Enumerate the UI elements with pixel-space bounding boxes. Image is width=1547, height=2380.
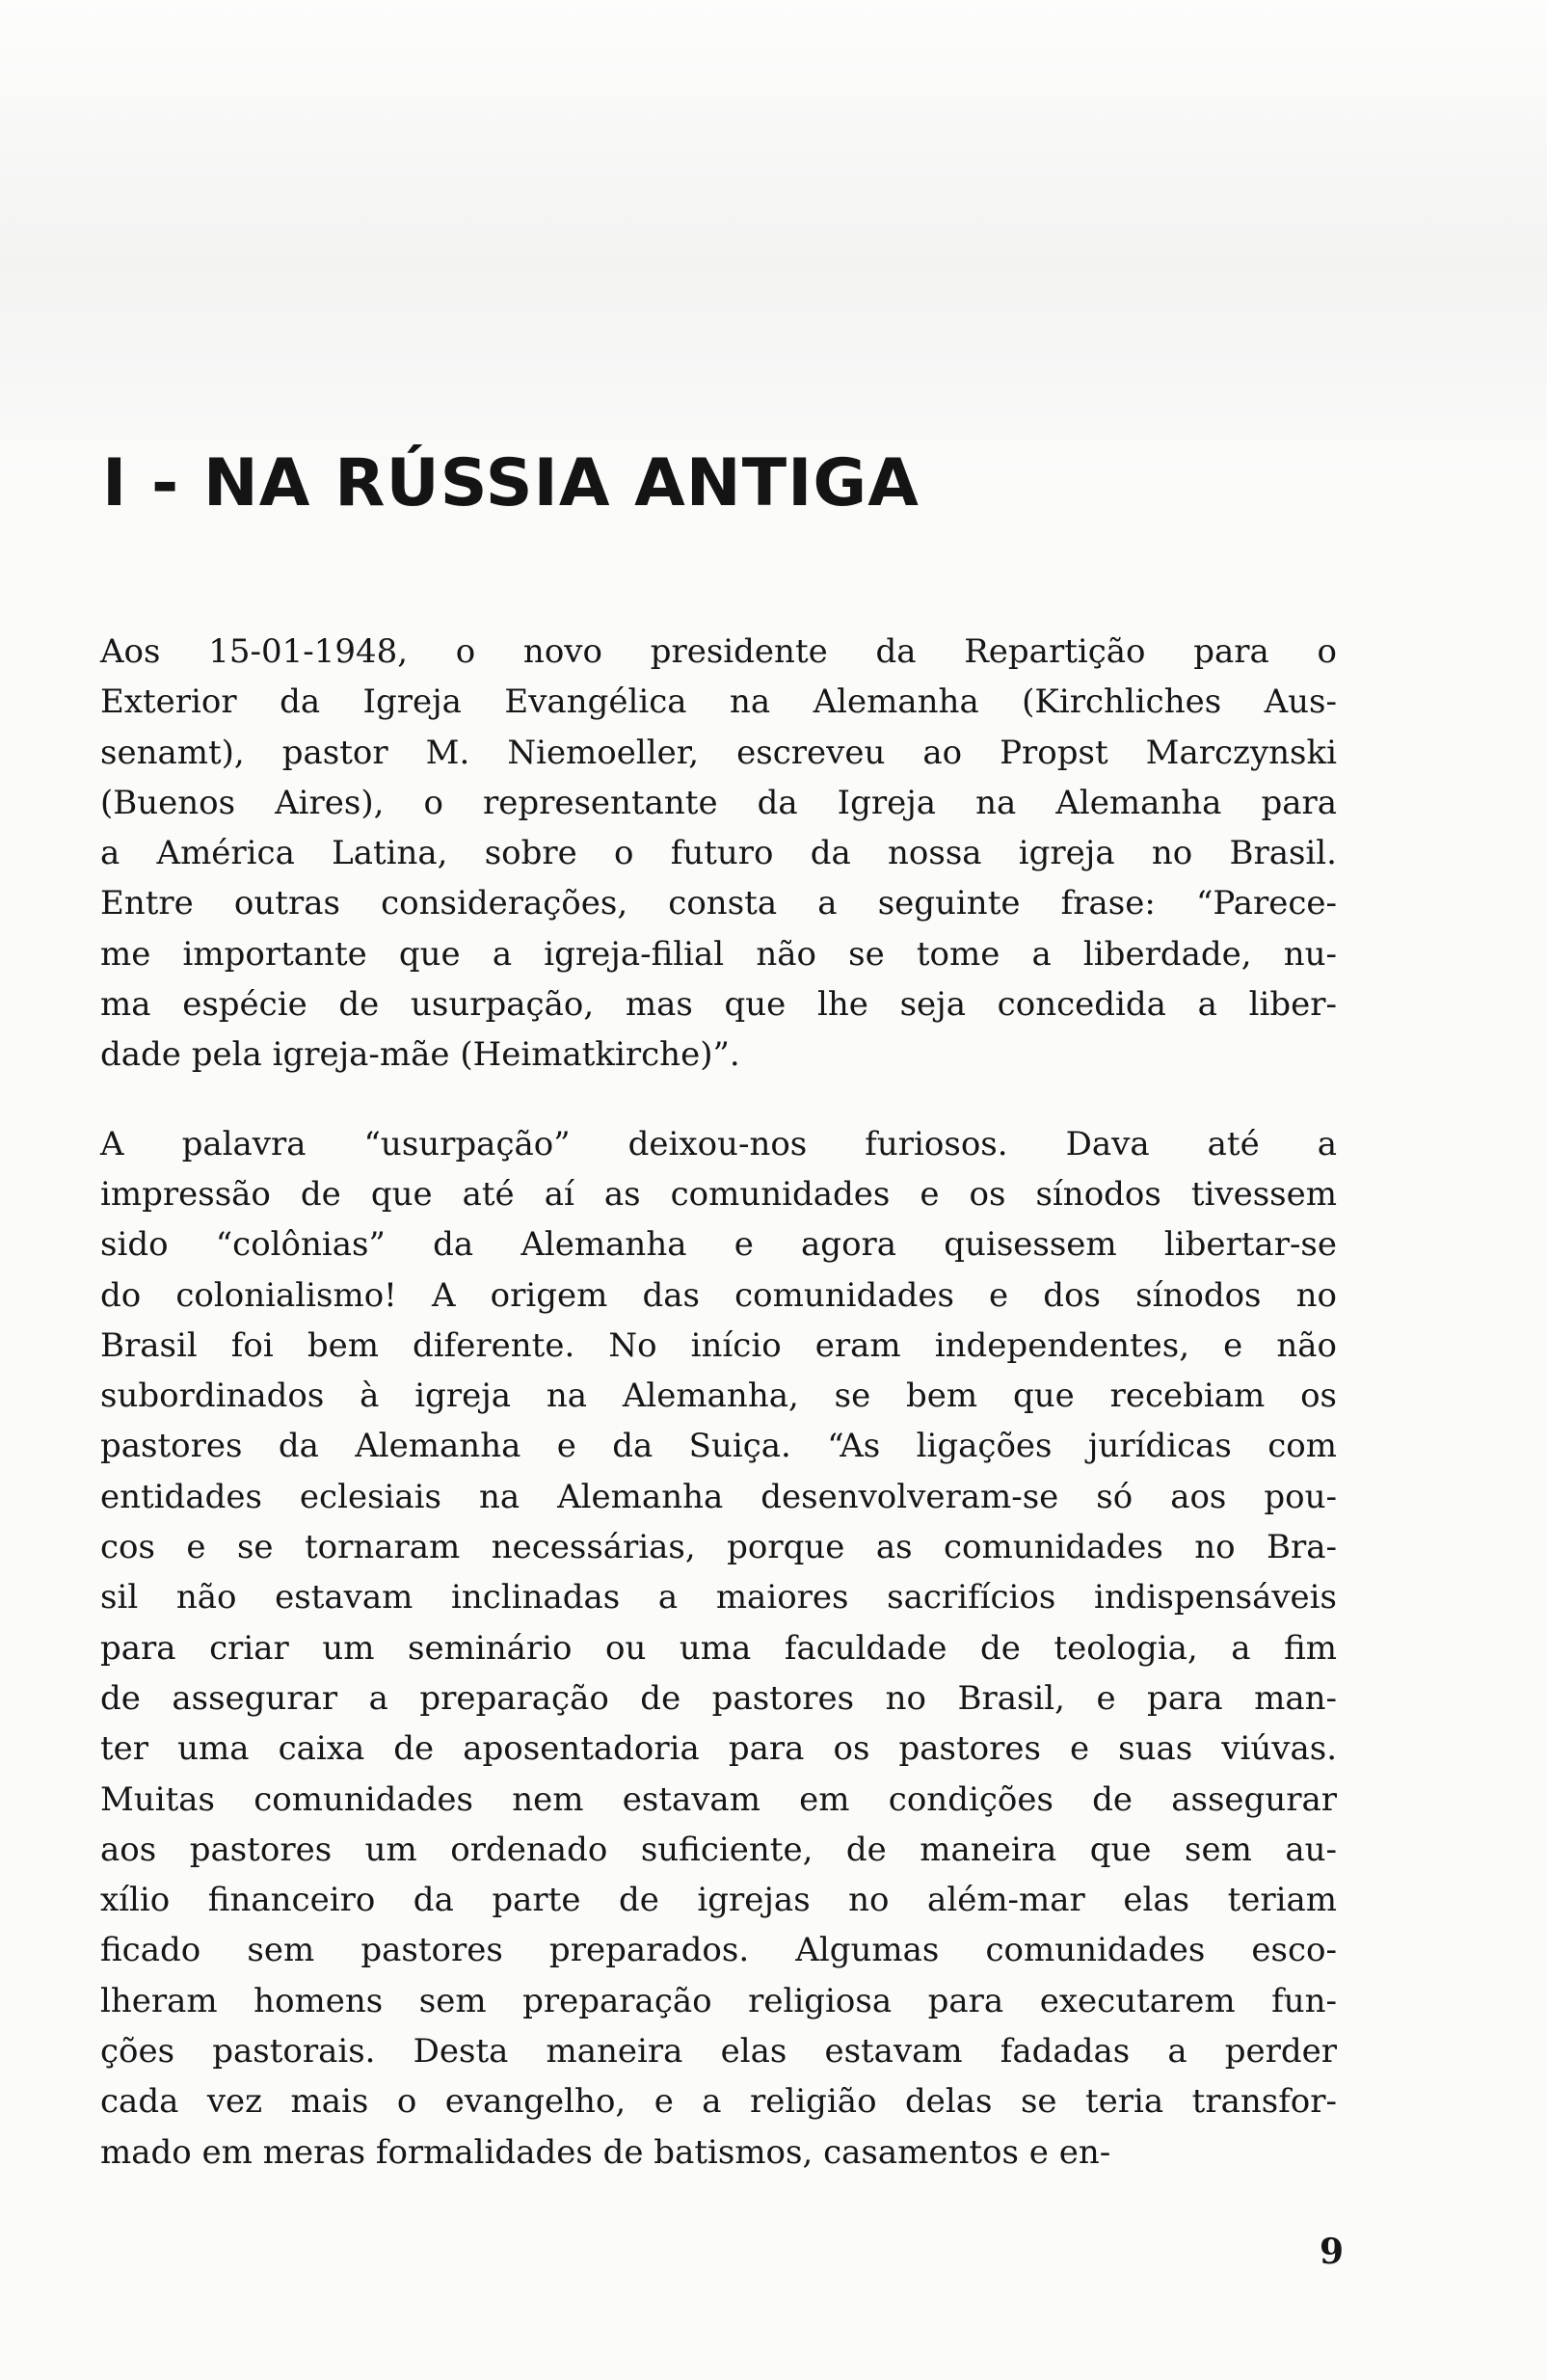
page-number: 9 xyxy=(1319,2232,1344,2272)
text-line: cos e se tornaram necessárias, porque as comunidades no Bra- xyxy=(100,1528,1337,1567)
text-line: Brasil foi bem diferente. No início eram independentes, e não xyxy=(100,1325,1337,1365)
text-line: mado em meras formalidades de batismos, casamentos e en- xyxy=(100,2132,1111,2172)
text-line: do colonialismo! A origem das comunidades e dos sínodos no xyxy=(100,1275,1337,1315)
body-text xyxy=(100,627,1337,2178)
text-line: de assegurar a preparação de pastores no Brasil, e para man- xyxy=(100,1678,1337,1718)
text-line: (Buenos Aires), o representante da Igreja na Alemanha para xyxy=(100,783,1337,822)
text-line: ma espécie de usurpação, mas que lhe seja concedida a liber- xyxy=(100,985,1337,1025)
text-line: sido “colônias” da Alemanha e agora quisessem libertar-se xyxy=(100,1225,1337,1265)
text-line: Aos 15-01-1948, o novo presidente da Repartição para o xyxy=(100,632,1337,671)
text-line: cada vez mais o evangelho, e a religião delas se teria transfor- xyxy=(100,2082,1337,2122)
text-line: me importante que a igreja-filial não se tome a liberdade, nu- xyxy=(100,934,1337,974)
text-line: xílio financeiro da parte de igrejas no além-mar elas teriam xyxy=(100,1881,1337,1920)
text-line: A palavra “usurpação” deixou-nos furiosos. Dava até a xyxy=(100,1124,1337,1163)
text-line: Muitas comunidades nem estavam em condições de assegurar xyxy=(100,1779,1337,1819)
text-line: entidades eclesiais na Alemanha desenvolveram-se só aos pou- xyxy=(100,1477,1337,1516)
text-line: Exterior da Igreja Evangélica na Alemanha (Kirchliches Aus- xyxy=(100,682,1337,722)
paragraph-1 xyxy=(100,627,1337,1081)
text-line: dade pela igreja-mãe (Heimatkirche)”. xyxy=(100,1035,740,1075)
text-line: pastores da Alemanha e da Suiça. “As ligações jurídicas com xyxy=(100,1427,1337,1466)
text-line: impressão de que até aí as comunidades e os sínodos tivessem xyxy=(100,1174,1337,1214)
text-line: ções pastorais. Desta maneira elas estavam fadadas a perder xyxy=(100,2032,1337,2072)
text-line: para criar um seminário ou uma faculdade de teologia, a fim xyxy=(100,1628,1337,1668)
text-line: Entre outras considerações, consta a seguinte frase: “Parece- xyxy=(100,884,1337,923)
text-line: sil não estavam inclinadas a maiores sacrifícios indispensáveis xyxy=(100,1578,1337,1618)
text-line: a América Latina, sobre o futuro da nossa igreja no Brasil. xyxy=(100,834,1337,873)
text-line: ficado sem pastores preparados. Algumas comunidades esco- xyxy=(100,1931,1337,1970)
text-line: senamt), pastor M. Niemoeller, escreveu ao Propst Marczynski xyxy=(100,733,1337,772)
scan-bleed-through xyxy=(0,0,1547,482)
chapter-title: I - NA RÚSSIA ANTIGA xyxy=(102,445,920,521)
paragraph-2 xyxy=(100,1119,1337,2178)
text-line: ter uma caixa de aposentadoria para os pastores e suas viúvas. xyxy=(100,1729,1337,1769)
text-line: lheram homens sem preparação religiosa para executarem fun- xyxy=(100,1981,1337,2020)
text-line: subordinados à igreja na Alemanha, se bem que recebiam os xyxy=(100,1377,1337,1416)
text-line: aos pastores um ordenado suficiente, de maneira que sem au- xyxy=(100,1830,1337,1869)
